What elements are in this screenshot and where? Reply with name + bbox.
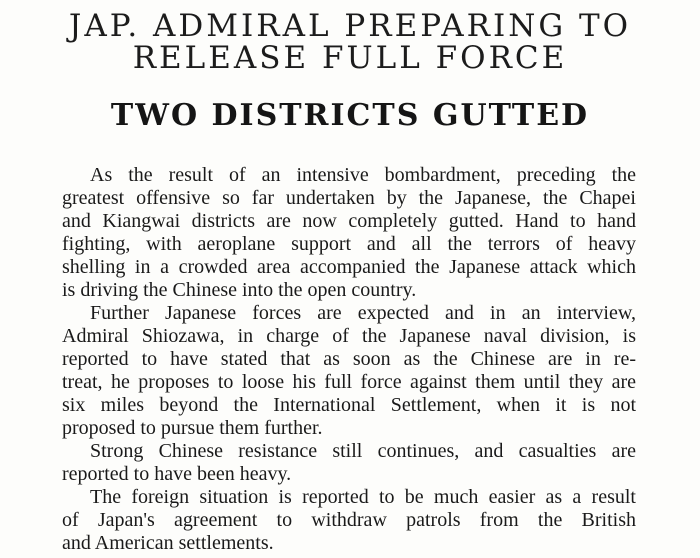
article-line: greatest offensive so far undertaken by the Japanese, the Chapei [62, 187, 636, 209]
article-line: of Japan's agreement to withdraw patrols from the British [62, 509, 636, 531]
article-line: Admiral Shiozawa, in charge of the Japanese naval division, is [62, 325, 636, 347]
subheadline: TWO DISTRICTS GUTTED [110, 98, 590, 133]
article-line: Strong Chinese resistance still continues, and casualties are [90, 440, 636, 462]
article-line: treat, he proposes to loose his full force against them until they are [62, 371, 636, 393]
article-line: six miles beyond the International Settlement, when it is not [62, 394, 636, 416]
article-line: The foreign situation is reported to be much easier as a result [90, 486, 636, 508]
article-line: shelling in a crowded area accompanied the Japanese attack which [62, 256, 636, 278]
article-line: As the result of an intensive bombardment, preceding the [90, 164, 636, 186]
article-line: fighting, with aeroplane support and all the terrors of heavy [62, 233, 636, 255]
article-line: reported to have been heavy. [62, 463, 292, 485]
article-line: and Kiangwai districts are now completely gutted. Hand to hand [62, 210, 636, 232]
article-line: proposed to pursue them further. [62, 417, 323, 439]
article-line: and American settlements. [62, 532, 274, 554]
article-line: reported to have stated that as soon as the Chinese are in re- [62, 348, 636, 370]
headline-line-1: JAP. ADMIRAL PREPARING TO [68, 8, 632, 44]
headline-line-2: RELEASE FULL FORCE [132, 40, 568, 76]
article-line: Further Japanese forces are expected and in an interview, [90, 302, 636, 324]
article-line: is driving the Chinese into the open country. [62, 279, 417, 301]
